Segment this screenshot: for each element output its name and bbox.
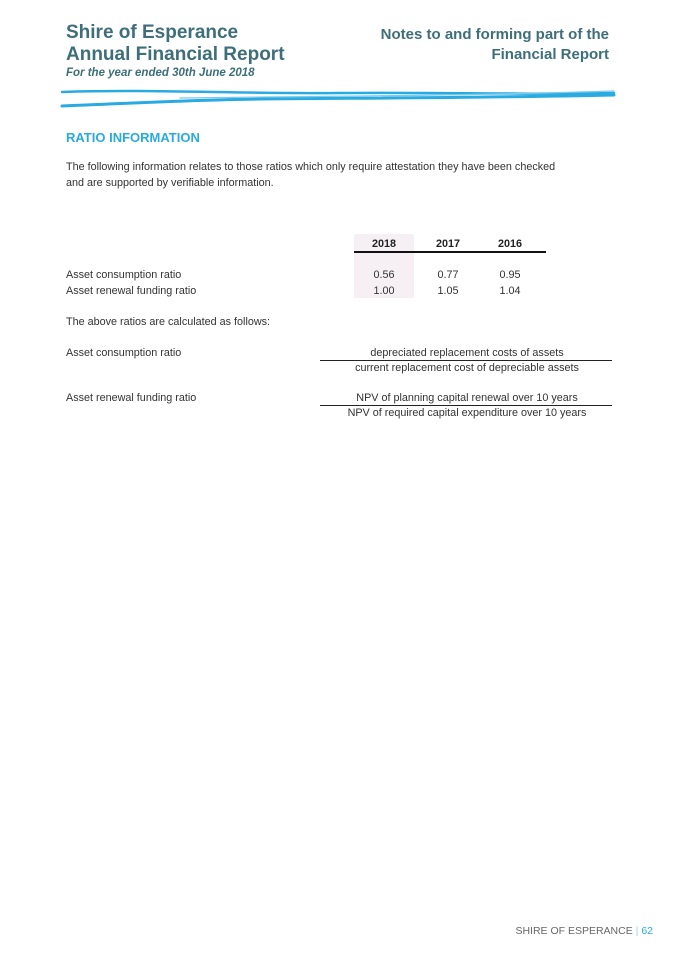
calculation-intro: The above ratios are calculated as follows: (66, 316, 271, 328)
table-cell: 0.95 (499, 269, 521, 281)
organisation-name: Shire of Esperance (66, 22, 239, 43)
page-number: 62 (641, 925, 653, 937)
formula-label-asset-renewal-funding: Asset renewal funding ratio (66, 392, 197, 404)
formula-denominator: NPV of required capital expenditure over 10 years (347, 407, 587, 419)
report-period: For the year ended 30th June 2018 (66, 67, 255, 79)
footer-org: SHIRE OF ESPERANCE (515, 925, 633, 937)
formula-numerator: depreciated replacement costs of assets (370, 347, 564, 359)
notes-heading-line2: Financial Report (491, 46, 609, 63)
row-label-asset-consumption: Asset consumption ratio (66, 269, 182, 281)
column-header-2016: 2016 (497, 238, 523, 250)
formula-numerator: NPV of planning capital renewal over 10 years (356, 392, 578, 404)
table-cell: 1.05 (437, 285, 459, 297)
header-rule (354, 251, 546, 253)
table-cell: 1.04 (499, 285, 521, 297)
footer-separator: | (635, 925, 639, 937)
formula-label-asset-consumption: Asset consumption ratio (66, 347, 182, 359)
intro-paragraph (66, 159, 596, 191)
report-title: Annual Financial Report (66, 44, 285, 65)
notes-heading-line1: Notes to and forming part of the (380, 26, 609, 43)
header-wave-decoration (60, 86, 616, 112)
table-cell: 0.77 (437, 269, 459, 281)
page-footer (515, 925, 653, 937)
intro-line: and are supported by verifiable information. (66, 177, 274, 189)
fraction-line (320, 405, 612, 406)
section-title: RATIO INFORMATION (66, 130, 200, 145)
table-cell: 1.00 (373, 285, 395, 297)
formula-denominator: current replacement cost of depreciable assets (355, 362, 579, 374)
fraction-line (320, 360, 612, 361)
column-header-2017: 2017 (435, 238, 461, 250)
table-cell: 0.56 (373, 269, 395, 281)
row-label-asset-renewal-funding: Asset renewal funding ratio (66, 285, 197, 297)
intro-line: The following information relates to those ratios which only require attestation they have been checked (66, 161, 556, 173)
column-header-2018: 2018 (371, 238, 397, 250)
